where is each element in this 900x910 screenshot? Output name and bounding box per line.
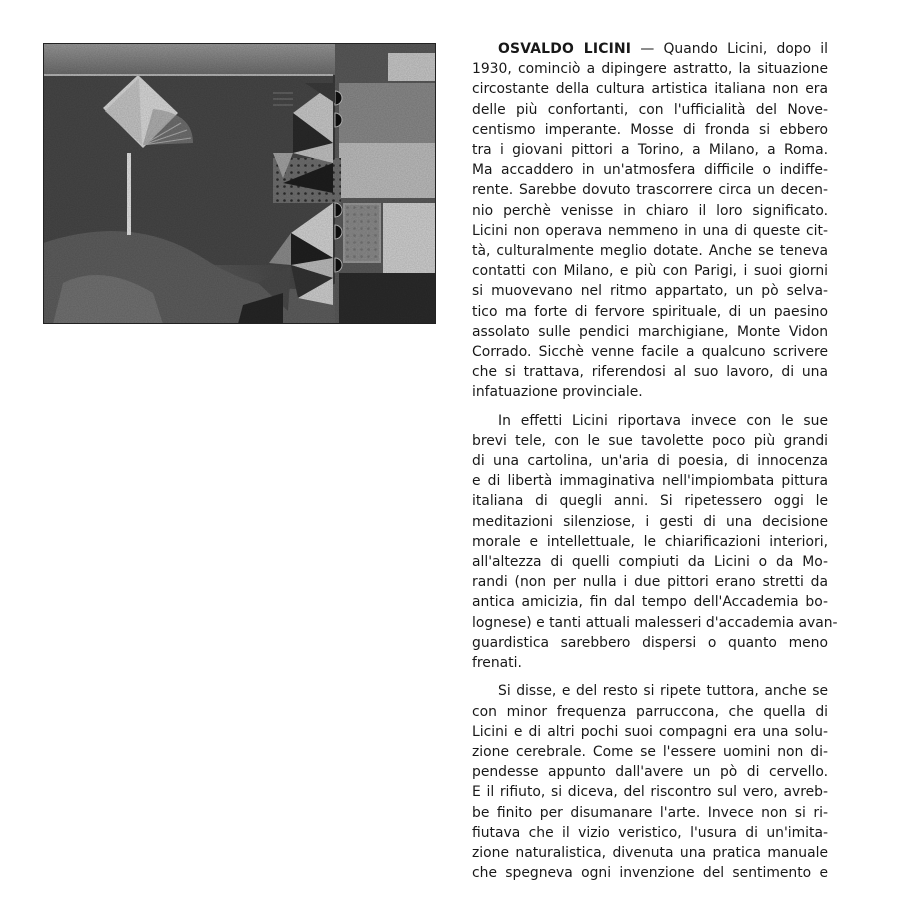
text-line: fiutava che il vizio veristico, l'usura di un'imita- <box>472 824 828 841</box>
text-line: guardistica sarebbero dispersi o quanto meno <box>472 634 828 651</box>
text-line: delle più confortanti, con l'ufficialità del Nove- <box>472 101 828 118</box>
text-line: Licini e di altri pochi suoi compagni era una solu- <box>472 723 828 740</box>
text-line: Ma accaddero in un'atmosfera difficile o indiffe- <box>472 162 828 179</box>
text-line: Licini non operava nemmeno in una di queste cit- <box>472 222 828 239</box>
paragraph <box>472 681 828 883</box>
text-line: In effetti Licini riportava invece con le sue <box>498 412 828 429</box>
text-line: tà, culturalmente meglio dotate. Anche se teneva <box>472 243 828 260</box>
text-line: tico ma forte di fervore spirituale, di un paesino <box>472 303 828 320</box>
text-line: zione naturalistica, divenuta una pratica manuale <box>472 844 828 861</box>
text-line: tra i giovani pittori a Torino, a Milano, a Roma. <box>472 142 828 159</box>
text-line: morale e intellettuale, le chiarificazioni interiori, <box>472 533 828 550</box>
text-line: 1930, cominciò a dipingere astratto, la situazione <box>472 61 828 78</box>
text-line: brevi tele, con le sue tavolette poco più grandi <box>472 432 828 449</box>
text-line: pendesse appunto dall'avere un pò di cervello. <box>472 764 828 781</box>
article-text <box>472 39 838 891</box>
text-line: OSVALDO LICINI — Quando Licini, dopo il <box>498 41 829 57</box>
text-line: circostante della cultura artistica italiana non era <box>472 81 828 98</box>
text-line: frenati. <box>472 655 522 672</box>
text-line: che spegneva ogni invenzione del sentimento e <box>472 865 828 882</box>
text-line: italiana di quegli anni. Si ripetessero oggi le <box>472 493 828 510</box>
text-line: be finito per disumanare l'arte. Invece non si ri- <box>472 804 828 821</box>
text-line: centismo imperante. Mosse di fronda si ebbero <box>472 121 828 138</box>
text-line: zione cerebrale. Come se l'essere uomini non di- <box>472 743 828 760</box>
text-line: randi (non per nulla i due pittori erano stretti da <box>472 574 828 591</box>
text-line: infatuazione provinciale. <box>472 384 643 401</box>
paragraph <box>472 411 838 674</box>
text-line: meditazioni silenziose, i gesti di una decisione <box>472 513 828 530</box>
text-line: all'altezza di quelli compiuti da Licini o da Mo- <box>472 554 828 571</box>
painting-reproduction <box>43 43 436 324</box>
text-line: antica amicizia, fin dal tempo dell'Accademia bo- <box>472 594 828 611</box>
text-line: e di libertà immaginativa nell'impiombata pittura <box>472 473 828 490</box>
text-line: assolato sulle pendici marchigiane, Monte Vidon <box>472 323 828 340</box>
text-line: nio perchè venisse in chiaro il loro significato. <box>472 202 828 219</box>
text-line: di una cartolina, un'aria di poesia, di innocenza <box>472 453 828 470</box>
text-line: rente. Sarebbe dovuto trascorrere circa un decen- <box>472 182 828 199</box>
text-line: Si disse, e del resto si ripete tuttora, anche se <box>498 683 828 700</box>
text-line: con minor frequenza parruccona, che quella di <box>472 703 828 720</box>
text-line: che si trattava, riferendosi al suo lavoro, di una <box>472 364 828 381</box>
paragraph <box>472 39 828 403</box>
text-line: Corrado. Sicchè venne facile a qualcuno scrivere <box>472 344 828 361</box>
text-line: si muovevano nel ritmo appartato, un pò selva- <box>472 283 828 300</box>
text-line: contatti con Milano, e più con Parigi, i suoi giorni <box>472 263 828 280</box>
abstract-painting-image <box>43 43 436 324</box>
text-line: lognese) e tanti attuali malesseri d'accademia avan- <box>472 614 838 631</box>
text-line: E il rifiuto, si diceva, del riscontro sul vero, avreb- <box>472 784 828 801</box>
author-name: OSVALDO LICINI <box>498 41 632 57</box>
